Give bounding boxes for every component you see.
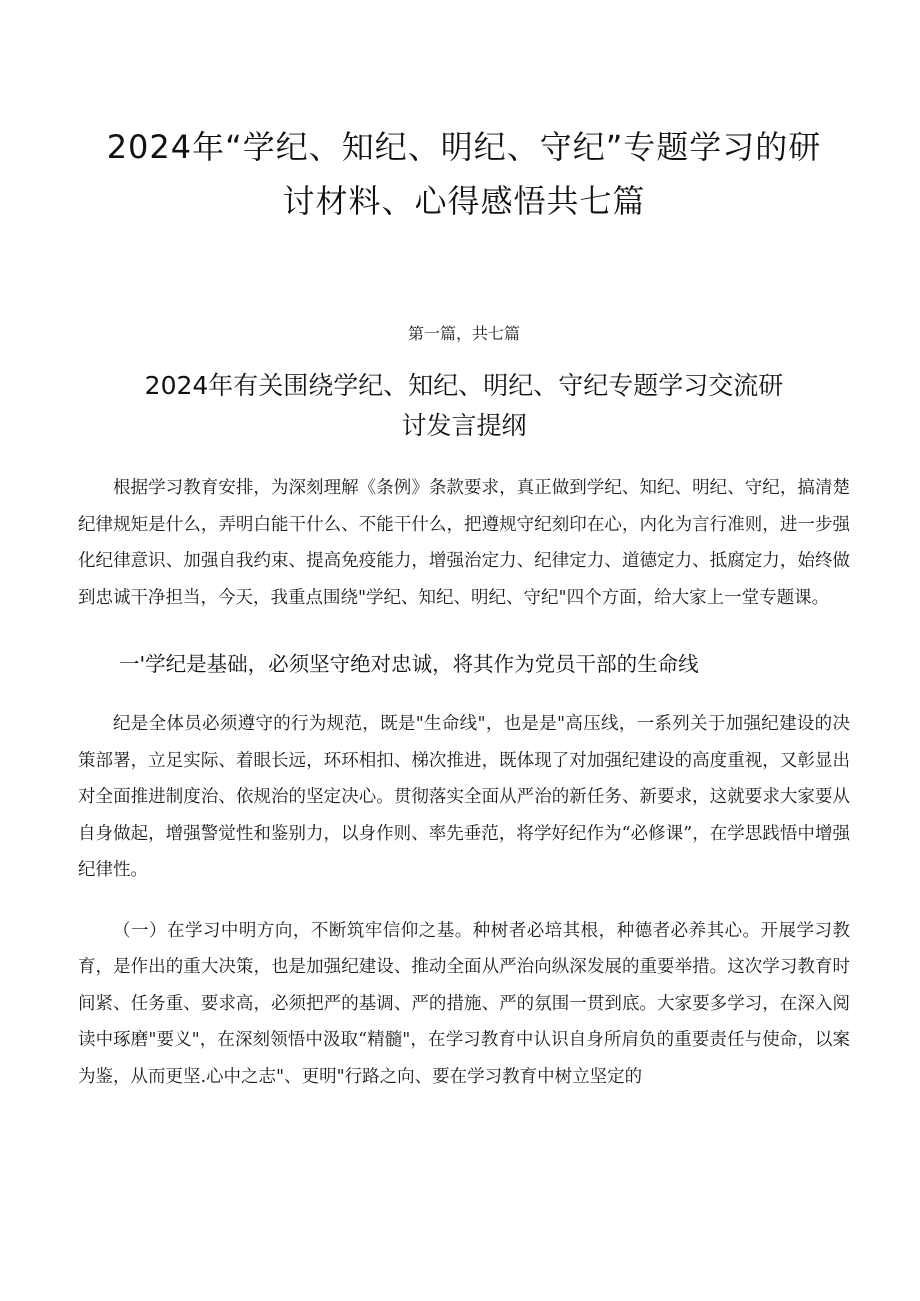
document-title-line-1: 2024年“学纪、知纪、明纪、守纪”专题学习的研 (106, 128, 822, 166)
section-1-paragraph: 纪是全体员必须遵守的行为规范，既是"生命线"，也是是"高压线，一系列关于加强纪建设的决策部署，立足实际、着眼长远，环环相扣、梯次推进，既体现了对加强纪建设的高度重视，又彰显出对全面推进制度治、依规治的坚定决心。贯彻落实全面从严治的新任务、新要求，这就要求大家要从自身做起，增强警觉性和鉴别力，以身作则、率先垂范，将学好纪作为“必修课”，在学思践悟中增强纪律性。 (78, 714, 850, 880)
section-title (78, 366, 850, 446)
document-title-line-2: 讨材料、心得感悟共七篇 (282, 182, 646, 220)
part-label: 第一篇，共七篇 (407, 324, 520, 343)
document-title (78, 120, 850, 228)
section-1-heading: 一'学纪是基础，必须坚守绝对忠诚，将其作为党员干部的生命线 (119, 652, 699, 676)
intro-paragraph: 根据学习教育安排，为深刻理解《条例》条款要求，真正做到学纪、知纪、明纪、守纪，搞清楚纪律规矩是什么，弄明白能干什么、不能干什么，把遵规守纪刻印在心，内化为言行准则，进一步强化纪律意识、加强自我约束、提高免疫能力，增强治定力、纪律定力、道德定力、抵腐定力，始终做到忠诚干净担当，今天，我重点围绕"学纪、知纪、明纪、守纪"四个方面，给大家上一堂专题课。 (78, 478, 850, 608)
section-title-line-1: 2024年有关围绕学纪、知纪、明纪、守纪专题学习交流研 (144, 371, 784, 400)
section-title-line-2: 讨发言提纲 (401, 411, 527, 440)
subsection-1-paragraph: （一）在学习中明方向，不断筑牢信仰之基。种树者必培其根，种德者必养其心。开展学习教育，是作出的重大决策，也是加强纪建设、推动全面从严治向纵深发展的重要举措。这次学习教育时间紧、任务重、要求高，必须把严的基调、严的措施、严的氛围一贯到底。大家要多学习，在深入阅读中琢磨"要义"，在深刻领悟中汲取“精髓"，在学习教育中认识自身所肩负的重要责任与使命，以案为鉴，从而更坚.心中之志"、更明"行路之向、要在学习教育中树立坚定的 (78, 920, 850, 1087)
